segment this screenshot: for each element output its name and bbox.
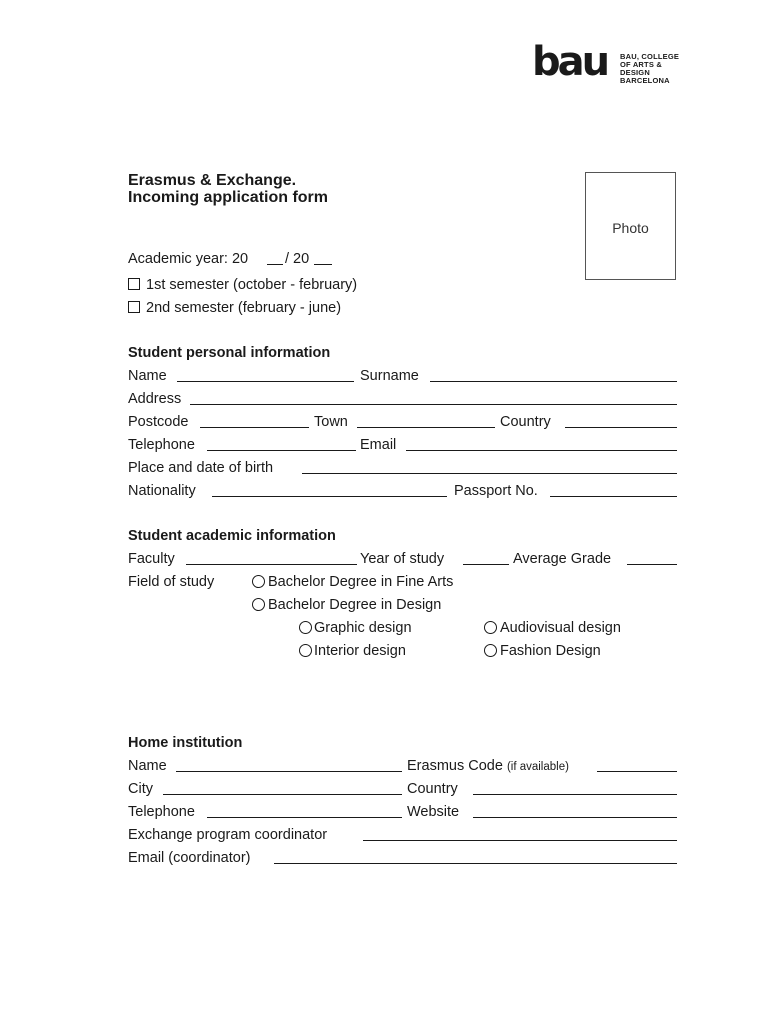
year-of-study-label: Year of study xyxy=(360,551,445,567)
telephone-field[interactable] xyxy=(207,450,356,451)
title-line: Incoming application form xyxy=(128,189,329,206)
country-label: Country xyxy=(500,414,551,430)
logo-sub-line: BAU, COLLEGE xyxy=(620,52,680,61)
semester-2-label: 2nd semester (february - june) xyxy=(146,300,342,316)
personal-heading: Student personal information xyxy=(128,345,331,361)
town-label: Town xyxy=(314,414,348,430)
fashion-design-radio[interactable] xyxy=(484,644,497,657)
bau-logo xyxy=(532,39,692,85)
erasmus-code-text: Erasmus Code xyxy=(407,758,503,774)
graphic-design-radio[interactable] xyxy=(299,621,312,634)
logo-subtitle xyxy=(620,53,692,85)
home-name-field[interactable] xyxy=(176,771,402,772)
email-label: Email xyxy=(360,437,397,453)
telephone-label: Telephone xyxy=(128,437,195,453)
home-city-field[interactable] xyxy=(163,794,402,795)
logo-wordmark: bau xyxy=(532,39,608,85)
address-field[interactable] xyxy=(190,404,677,405)
design-radio[interactable] xyxy=(252,598,265,611)
passport-field[interactable] xyxy=(550,496,677,497)
home-city-label: City xyxy=(128,781,153,797)
academic-year-end-field[interactable] xyxy=(314,264,332,265)
academic-year-start-field[interactable] xyxy=(267,264,283,265)
audiovisual-design-label: Audiovisual design xyxy=(500,620,621,636)
faculty-field[interactable] xyxy=(186,564,357,565)
home-website-field[interactable] xyxy=(473,817,677,818)
birth-field[interactable] xyxy=(302,473,677,474)
postcode-field[interactable] xyxy=(200,427,309,428)
interior-design-label: Interior design xyxy=(314,643,406,659)
semester-2-checkbox[interactable] xyxy=(128,301,140,313)
address-label: Address xyxy=(128,391,182,407)
title-line: Erasmus & Exchange. xyxy=(128,172,297,189)
home-country-label: Country xyxy=(407,781,458,797)
surname-label: Surname xyxy=(360,368,419,384)
academic-year-prefix: Academic year: 20 xyxy=(128,251,249,267)
field-of-study-label: Field of study xyxy=(128,574,215,590)
country-field[interactable] xyxy=(565,427,677,428)
coordinator-field[interactable] xyxy=(363,840,677,841)
home-telephone-label: Telephone xyxy=(128,804,195,820)
surname-field[interactable] xyxy=(430,381,677,382)
logo-sub-line: BARCELONA xyxy=(620,76,670,85)
year-of-study-field[interactable] xyxy=(463,564,509,565)
fine-arts-radio[interactable] xyxy=(252,575,265,588)
faculty-label: Faculty xyxy=(128,551,175,567)
nationality-label: Nationality xyxy=(128,483,196,499)
fine-arts-label: Bachelor Degree in Fine Arts xyxy=(268,574,454,590)
fashion-design-label: Fashion Design xyxy=(500,643,601,659)
semester-1-label: 1st semester (october - february) xyxy=(146,277,358,293)
academic-year-middle: / 20 xyxy=(285,251,310,267)
erasmus-code-field[interactable] xyxy=(597,771,677,772)
average-grade-label: Average Grade xyxy=(513,551,612,567)
design-label: Bachelor Degree in Design xyxy=(268,597,442,613)
home-telephone-field[interactable] xyxy=(207,817,402,818)
name-label: Name xyxy=(128,368,167,384)
audiovisual-design-radio[interactable] xyxy=(484,621,497,634)
postcode-label: Postcode xyxy=(128,414,189,430)
form-title xyxy=(128,172,328,206)
semester-1-checkbox[interactable] xyxy=(128,278,140,290)
interior-design-radio[interactable] xyxy=(299,644,312,657)
erasmus-code-note: (if available) xyxy=(506,761,569,773)
coordinator-email-field[interactable] xyxy=(274,863,677,864)
passport-label: Passport No. xyxy=(454,483,538,499)
photo-label: Photo xyxy=(612,220,649,236)
logo-sub-line: OF ARTS & DESIGN xyxy=(620,60,662,77)
academic-heading: Student academic information xyxy=(128,528,336,544)
coordinator-label: Exchange program coordinator xyxy=(128,827,328,843)
home-country-field[interactable] xyxy=(473,794,677,795)
home-heading: Home institution xyxy=(128,735,243,751)
name-field[interactable] xyxy=(177,381,354,382)
photo-box[interactable] xyxy=(585,172,676,280)
nationality-field[interactable] xyxy=(212,496,447,497)
home-website-label: Website xyxy=(407,804,460,820)
erasmus-code-label xyxy=(407,757,569,776)
graphic-design-label: Graphic design xyxy=(314,620,412,636)
birth-label: Place and date of birth xyxy=(128,460,274,476)
town-field[interactable] xyxy=(357,427,495,428)
home-name-label: Name xyxy=(128,758,167,774)
coordinator-email-label: Email (coordinator) xyxy=(128,850,251,866)
email-field[interactable] xyxy=(406,450,677,451)
average-grade-field[interactable] xyxy=(627,564,677,565)
